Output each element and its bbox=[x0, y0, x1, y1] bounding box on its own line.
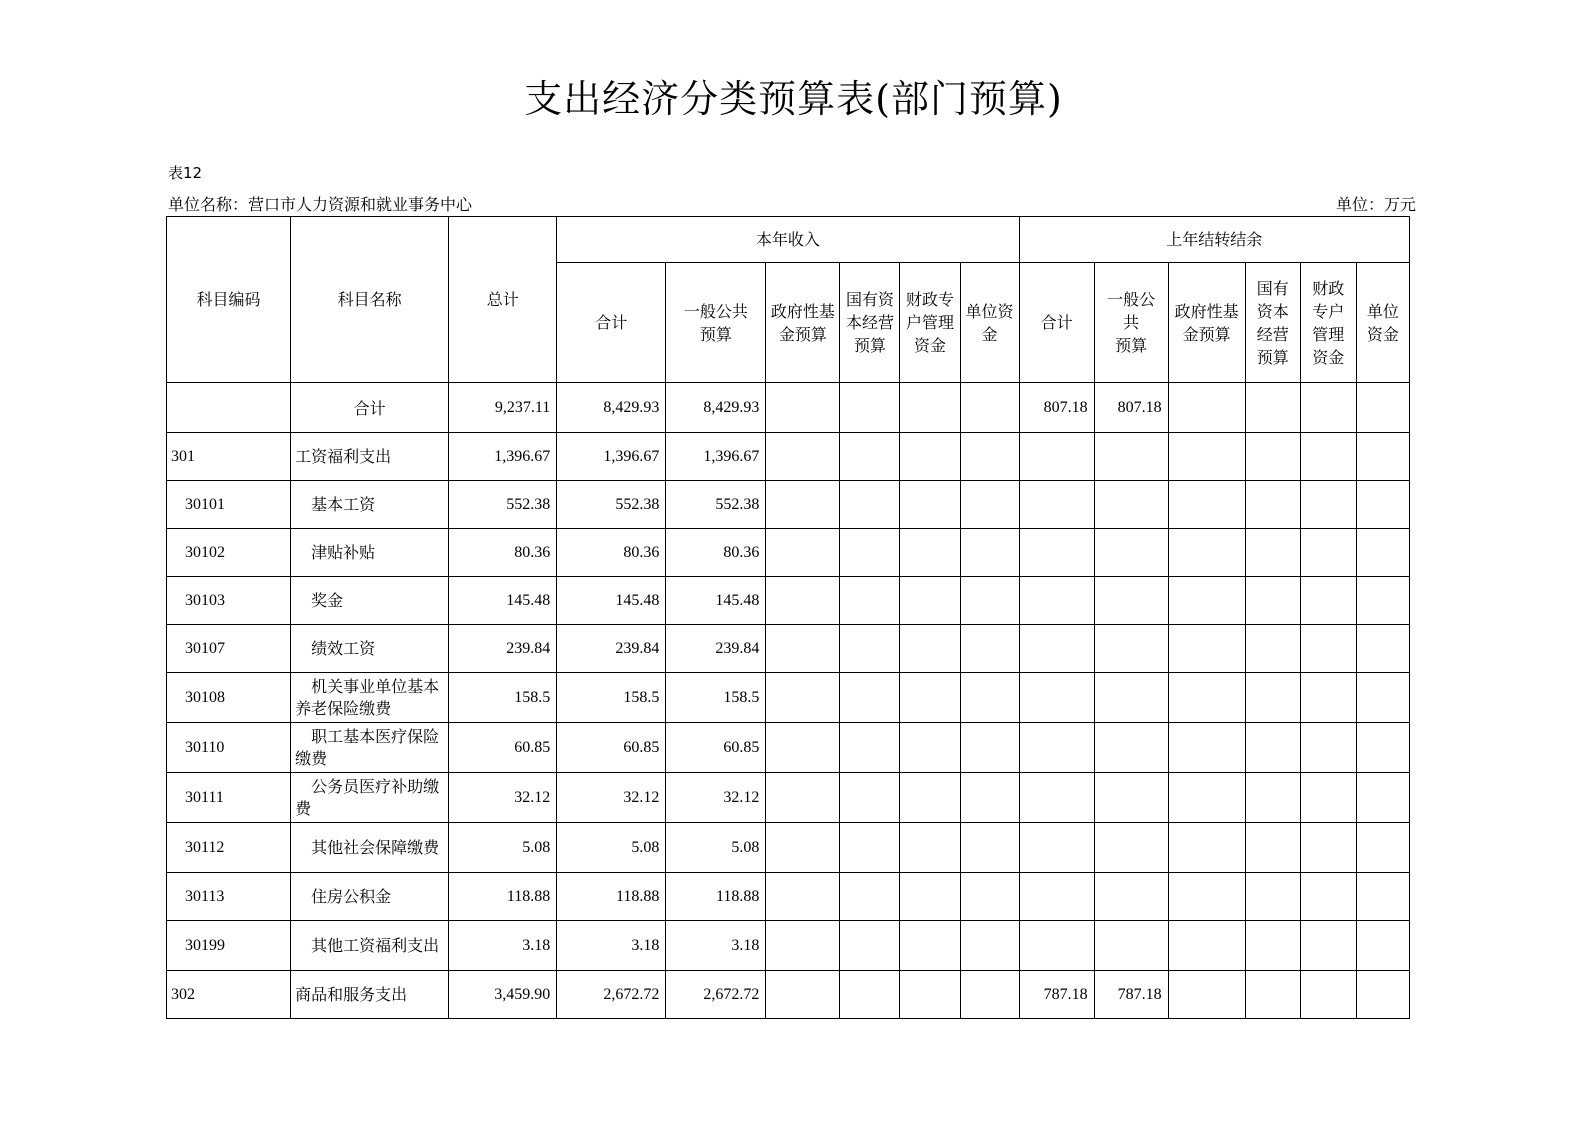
row-co-general bbox=[1094, 823, 1168, 873]
header-co-state-capital bbox=[1245, 263, 1300, 383]
row-cell-empty bbox=[1356, 529, 1409, 577]
row-cell-empty bbox=[900, 823, 960, 873]
row-cell-empty bbox=[960, 921, 1019, 971]
row-cell-empty bbox=[840, 723, 900, 773]
row-cell-empty bbox=[1245, 625, 1300, 673]
row-cy-general: 2,672.72 bbox=[666, 971, 766, 1019]
row-code: 30111 bbox=[167, 773, 291, 823]
row-cy-sum: 32.12 bbox=[557, 773, 666, 823]
row-cell-empty bbox=[960, 529, 1019, 577]
row-cell-empty bbox=[766, 529, 840, 577]
total-co-sum: 807.18 bbox=[1019, 383, 1094, 433]
table-row bbox=[167, 529, 1410, 577]
row-cell-empty bbox=[900, 433, 960, 481]
header-cy-general-line: 一般公共 bbox=[683, 301, 748, 321]
row-name: 其他工资福利支出 bbox=[291, 921, 449, 971]
header-co-gov-fund: 政府性基金预算 bbox=[1168, 263, 1245, 383]
total-row bbox=[167, 383, 1410, 433]
row-cell-empty bbox=[840, 773, 900, 823]
row-cell-empty bbox=[840, 577, 900, 625]
row-cell-empty bbox=[766, 873, 840, 921]
header-row-1 bbox=[167, 217, 1410, 263]
row-cell-empty bbox=[1168, 773, 1245, 823]
row-cy-sum: 80.36 bbox=[557, 529, 666, 577]
row-cell-empty bbox=[766, 723, 840, 773]
row-cell-empty bbox=[766, 577, 840, 625]
row-cell-empty bbox=[900, 921, 960, 971]
row-cy-sum: 118.88 bbox=[557, 873, 666, 921]
row-cell-empty bbox=[766, 625, 840, 673]
row-cell-empty bbox=[960, 823, 1019, 873]
row-co-general bbox=[1094, 723, 1168, 773]
row-code: 30101 bbox=[167, 481, 291, 529]
header-cy-gov-fund: 政府性基金预算 bbox=[766, 263, 840, 383]
header-co-general bbox=[1094, 263, 1168, 383]
table-row bbox=[167, 873, 1410, 921]
row-cy-sum: 239.84 bbox=[557, 625, 666, 673]
row-cell-empty bbox=[900, 971, 960, 1019]
row-co-sum bbox=[1019, 873, 1094, 921]
row-co-sum bbox=[1019, 773, 1094, 823]
header-carryover: 上年结转结余 bbox=[1019, 217, 1409, 263]
row-cy-general: 1,396.67 bbox=[666, 433, 766, 481]
header-co-state-capital-line: 预算 bbox=[1256, 347, 1289, 367]
total-cell-empty bbox=[1300, 383, 1356, 433]
header-cy-general bbox=[666, 263, 766, 383]
row-cell-empty bbox=[900, 481, 960, 529]
row-name: 绩效工资 bbox=[291, 625, 449, 673]
row-total: 158.5 bbox=[449, 673, 557, 723]
table-row bbox=[167, 433, 1410, 481]
header-co-special-account-line: 管理 bbox=[1312, 324, 1345, 344]
row-code: 30113 bbox=[167, 873, 291, 921]
row-cell-empty bbox=[1300, 625, 1356, 673]
row-co-sum bbox=[1019, 577, 1094, 625]
row-cell-empty bbox=[960, 481, 1019, 529]
row-co-general: 787.18 bbox=[1094, 971, 1168, 1019]
row-cell-empty bbox=[1300, 529, 1356, 577]
total-label: 合计 bbox=[291, 383, 449, 433]
row-code: 30108 bbox=[167, 673, 291, 723]
table-row bbox=[167, 971, 1410, 1019]
row-cell-empty bbox=[1356, 723, 1409, 773]
row-name: 职工基本医疗保险缴费 bbox=[291, 723, 449, 773]
row-cy-general: 118.88 bbox=[666, 873, 766, 921]
row-cell-empty bbox=[1300, 823, 1356, 873]
row-total: 145.48 bbox=[449, 577, 557, 625]
row-cell-empty bbox=[1245, 971, 1300, 1019]
row-cell-empty bbox=[1245, 921, 1300, 971]
row-cell-empty bbox=[1168, 577, 1245, 625]
row-cell-empty bbox=[1356, 873, 1409, 921]
row-cell-empty bbox=[1245, 577, 1300, 625]
header-total: 总计 bbox=[449, 217, 557, 383]
total-cell-empty bbox=[1168, 383, 1245, 433]
row-cell-empty bbox=[960, 773, 1019, 823]
row-cy-sum: 552.38 bbox=[557, 481, 666, 529]
row-cell-empty bbox=[1356, 625, 1409, 673]
row-co-sum bbox=[1019, 529, 1094, 577]
table-row bbox=[167, 625, 1410, 673]
row-cell-empty bbox=[1356, 481, 1409, 529]
row-cell-empty bbox=[960, 433, 1019, 481]
row-cell-empty bbox=[1300, 433, 1356, 481]
total-cell-empty bbox=[1356, 383, 1409, 433]
row-cell-empty bbox=[1245, 723, 1300, 773]
row-cell-empty bbox=[1300, 773, 1356, 823]
table-row bbox=[167, 481, 1410, 529]
header-cy-sum: 合计 bbox=[557, 263, 666, 383]
row-cell-empty bbox=[900, 529, 960, 577]
row-cy-general: 5.08 bbox=[666, 823, 766, 873]
row-cell-empty bbox=[960, 723, 1019, 773]
row-code: 30103 bbox=[167, 577, 291, 625]
row-cell-empty bbox=[840, 481, 900, 529]
row-cell-empty bbox=[840, 921, 900, 971]
row-total: 118.88 bbox=[449, 873, 557, 921]
row-cell-empty bbox=[1356, 971, 1409, 1019]
header-co-unit-fund bbox=[1356, 263, 1409, 383]
row-code: 30199 bbox=[167, 921, 291, 971]
table-row bbox=[167, 577, 1410, 625]
row-co-general bbox=[1094, 577, 1168, 625]
row-cell-empty bbox=[900, 873, 960, 921]
row-cell-empty bbox=[766, 673, 840, 723]
row-cell-empty bbox=[1245, 823, 1300, 873]
row-cell-empty bbox=[840, 873, 900, 921]
row-code: 30102 bbox=[167, 529, 291, 577]
row-co-sum bbox=[1019, 723, 1094, 773]
total-cy-general: 8,429.93 bbox=[666, 383, 766, 433]
row-cell-empty bbox=[840, 673, 900, 723]
row-cell-empty bbox=[1168, 971, 1245, 1019]
row-cell-empty bbox=[1300, 481, 1356, 529]
row-cy-sum: 158.5 bbox=[557, 673, 666, 723]
total-cy-sum: 8,429.93 bbox=[557, 383, 666, 433]
row-co-sum bbox=[1019, 673, 1094, 723]
row-cell-empty bbox=[840, 529, 900, 577]
row-cell-empty bbox=[1168, 921, 1245, 971]
row-co-general bbox=[1094, 873, 1168, 921]
total-cell-empty bbox=[840, 383, 900, 433]
table-row bbox=[167, 921, 1410, 971]
row-cell-empty bbox=[1356, 773, 1409, 823]
row-total: 239.84 bbox=[449, 625, 557, 673]
row-co-sum bbox=[1019, 433, 1094, 481]
row-cell-empty bbox=[1300, 873, 1356, 921]
row-cy-general: 239.84 bbox=[666, 625, 766, 673]
row-cell-empty bbox=[900, 673, 960, 723]
page-title: 支出经济分类预算表(部门预算) bbox=[524, 77, 1063, 121]
row-cell-empty bbox=[1356, 577, 1409, 625]
header-co-general-line: 一般公 bbox=[1107, 290, 1156, 309]
row-cell-empty bbox=[1300, 921, 1356, 971]
header-co-state-capital-line: 经营 bbox=[1256, 324, 1289, 344]
row-cy-general: 3.18 bbox=[666, 921, 766, 971]
row-total: 1,396.67 bbox=[449, 433, 557, 481]
header-co-state-capital-line: 资本 bbox=[1256, 301, 1289, 321]
row-total: 5.08 bbox=[449, 823, 557, 873]
row-name: 住房公积金 bbox=[291, 873, 449, 921]
row-co-general bbox=[1094, 773, 1168, 823]
header-co-special-account-line: 资金 bbox=[1312, 347, 1345, 367]
row-cell-empty bbox=[1245, 529, 1300, 577]
header-co-unit-fund-line: 单位 bbox=[1366, 301, 1399, 321]
header-co-sum: 合计 bbox=[1019, 263, 1094, 383]
table-row bbox=[167, 823, 1410, 873]
total-cell-empty bbox=[900, 383, 960, 433]
row-cell-empty bbox=[1245, 673, 1300, 723]
row-total: 60.85 bbox=[449, 723, 557, 773]
row-cell-empty bbox=[1168, 433, 1245, 481]
row-co-general bbox=[1094, 433, 1168, 481]
row-cell-empty bbox=[960, 625, 1019, 673]
row-name: 机关事业单位基本养老保险缴费 bbox=[291, 673, 449, 723]
row-cell-empty bbox=[1356, 823, 1409, 873]
row-cy-sum: 3.18 bbox=[557, 921, 666, 971]
table-row bbox=[167, 723, 1410, 773]
header-current-year: 本年收入 bbox=[557, 217, 1019, 263]
table-row bbox=[167, 773, 1410, 823]
row-cell-empty bbox=[1168, 625, 1245, 673]
row-code: 302 bbox=[167, 971, 291, 1019]
row-name: 商品和服务支出 bbox=[291, 971, 449, 1019]
row-name: 工资福利支出 bbox=[291, 433, 449, 481]
row-cell-empty bbox=[1168, 673, 1245, 723]
header-cy-unit-fund: 单位资金 bbox=[960, 263, 1019, 383]
row-name: 基本工资 bbox=[291, 481, 449, 529]
header-co-special-account bbox=[1300, 263, 1356, 383]
row-cell-empty bbox=[960, 873, 1019, 921]
row-cell-empty bbox=[960, 971, 1019, 1019]
row-cy-general: 80.36 bbox=[666, 529, 766, 577]
row-cell-empty bbox=[840, 433, 900, 481]
row-cy-sum: 60.85 bbox=[557, 723, 666, 773]
row-cell-empty bbox=[900, 723, 960, 773]
row-co-sum bbox=[1019, 625, 1094, 673]
row-cell-empty bbox=[1168, 529, 1245, 577]
row-co-sum: 787.18 bbox=[1019, 971, 1094, 1019]
row-cell-empty bbox=[1300, 577, 1356, 625]
table-number: 表12 bbox=[168, 164, 203, 182]
row-code: 30112 bbox=[167, 823, 291, 873]
total-cell-empty bbox=[1245, 383, 1300, 433]
row-co-sum bbox=[1019, 481, 1094, 529]
total-total: 9,237.11 bbox=[449, 383, 557, 433]
budget-table bbox=[166, 216, 1410, 1019]
row-co-sum bbox=[1019, 921, 1094, 971]
row-cell-empty bbox=[1356, 921, 1409, 971]
row-cell-empty bbox=[766, 823, 840, 873]
row-cell-empty bbox=[1168, 481, 1245, 529]
row-name: 公务员医疗补助缴费 bbox=[291, 773, 449, 823]
row-co-general bbox=[1094, 481, 1168, 529]
header-co-unit-fund-line: 资金 bbox=[1366, 324, 1399, 344]
row-cell-empty bbox=[840, 625, 900, 673]
row-co-sum bbox=[1019, 823, 1094, 873]
row-cy-general: 60.85 bbox=[666, 723, 766, 773]
row-cell-empty bbox=[1300, 971, 1356, 1019]
row-code: 30107 bbox=[167, 625, 291, 673]
header-co-general-line: 预算 bbox=[1115, 336, 1148, 355]
row-name: 奖金 bbox=[291, 577, 449, 625]
row-cy-general: 32.12 bbox=[666, 773, 766, 823]
row-cell-empty bbox=[1300, 723, 1356, 773]
total-cell-empty bbox=[766, 383, 840, 433]
unit-label: 单位：万元 bbox=[1335, 195, 1416, 214]
header-co-special-account-line: 专户 bbox=[1312, 301, 1345, 321]
total-co-general: 807.18 bbox=[1094, 383, 1168, 433]
row-cell-empty bbox=[840, 971, 900, 1019]
header-co-state-capital-line: 国有 bbox=[1256, 278, 1289, 298]
row-total: 552.38 bbox=[449, 481, 557, 529]
row-total: 32.12 bbox=[449, 773, 557, 823]
row-total: 80.36 bbox=[449, 529, 557, 577]
row-cell-empty bbox=[900, 625, 960, 673]
row-cy-sum: 2,672.72 bbox=[557, 971, 666, 1019]
row-cell-empty bbox=[1245, 433, 1300, 481]
header-co-general-line: 共 bbox=[1123, 313, 1140, 332]
row-cell-empty bbox=[900, 577, 960, 625]
row-co-general bbox=[1094, 673, 1168, 723]
row-cy-sum: 5.08 bbox=[557, 823, 666, 873]
row-cell-empty bbox=[960, 673, 1019, 723]
row-total: 3,459.90 bbox=[449, 971, 557, 1019]
row-cell-empty bbox=[766, 921, 840, 971]
row-co-general bbox=[1094, 625, 1168, 673]
row-cy-general: 145.48 bbox=[666, 577, 766, 625]
row-cell-empty bbox=[1356, 673, 1409, 723]
row-cell-empty bbox=[1356, 433, 1409, 481]
row-cell-empty bbox=[1168, 723, 1245, 773]
row-cell-empty bbox=[840, 823, 900, 873]
row-code: 30110 bbox=[167, 723, 291, 773]
row-cell-empty bbox=[766, 481, 840, 529]
unit-name: 单位名称：营口市人力资源和就业事务中心 bbox=[168, 195, 473, 214]
row-total: 3.18 bbox=[449, 921, 557, 971]
row-cy-sum: 1,396.67 bbox=[557, 433, 666, 481]
row-cell-empty bbox=[900, 773, 960, 823]
total-code bbox=[167, 383, 291, 433]
header-code: 科目编码 bbox=[167, 217, 291, 383]
row-cell-empty bbox=[766, 433, 840, 481]
total-cell-empty bbox=[960, 383, 1019, 433]
row-cell-empty bbox=[766, 971, 840, 1019]
row-name: 其他社会保障缴费 bbox=[291, 823, 449, 873]
row-cell-empty bbox=[960, 577, 1019, 625]
table-row bbox=[167, 673, 1410, 723]
row-cell-empty bbox=[766, 773, 840, 823]
header-name: 科目名称 bbox=[291, 217, 449, 383]
row-cell-empty bbox=[1168, 823, 1245, 873]
header-cy-state-capital: 国有资本经营预算 bbox=[840, 263, 900, 383]
header-co-special-account-line: 财政 bbox=[1312, 278, 1345, 298]
row-code: 301 bbox=[167, 433, 291, 481]
row-cell-empty bbox=[1300, 673, 1356, 723]
header-cy-special-account: 财政专户管理资金 bbox=[900, 263, 960, 383]
row-cell-empty bbox=[1168, 873, 1245, 921]
row-cell-empty bbox=[1245, 773, 1300, 823]
row-cy-general: 552.38 bbox=[666, 481, 766, 529]
row-cell-empty bbox=[1245, 873, 1300, 921]
row-co-general bbox=[1094, 529, 1168, 577]
header-cy-general-line: 预算 bbox=[699, 324, 732, 344]
row-name: 津贴补贴 bbox=[291, 529, 449, 577]
row-cy-general: 158.5 bbox=[666, 673, 766, 723]
row-co-general bbox=[1094, 921, 1168, 971]
row-cy-sum: 145.48 bbox=[557, 577, 666, 625]
row-cell-empty bbox=[1245, 481, 1300, 529]
